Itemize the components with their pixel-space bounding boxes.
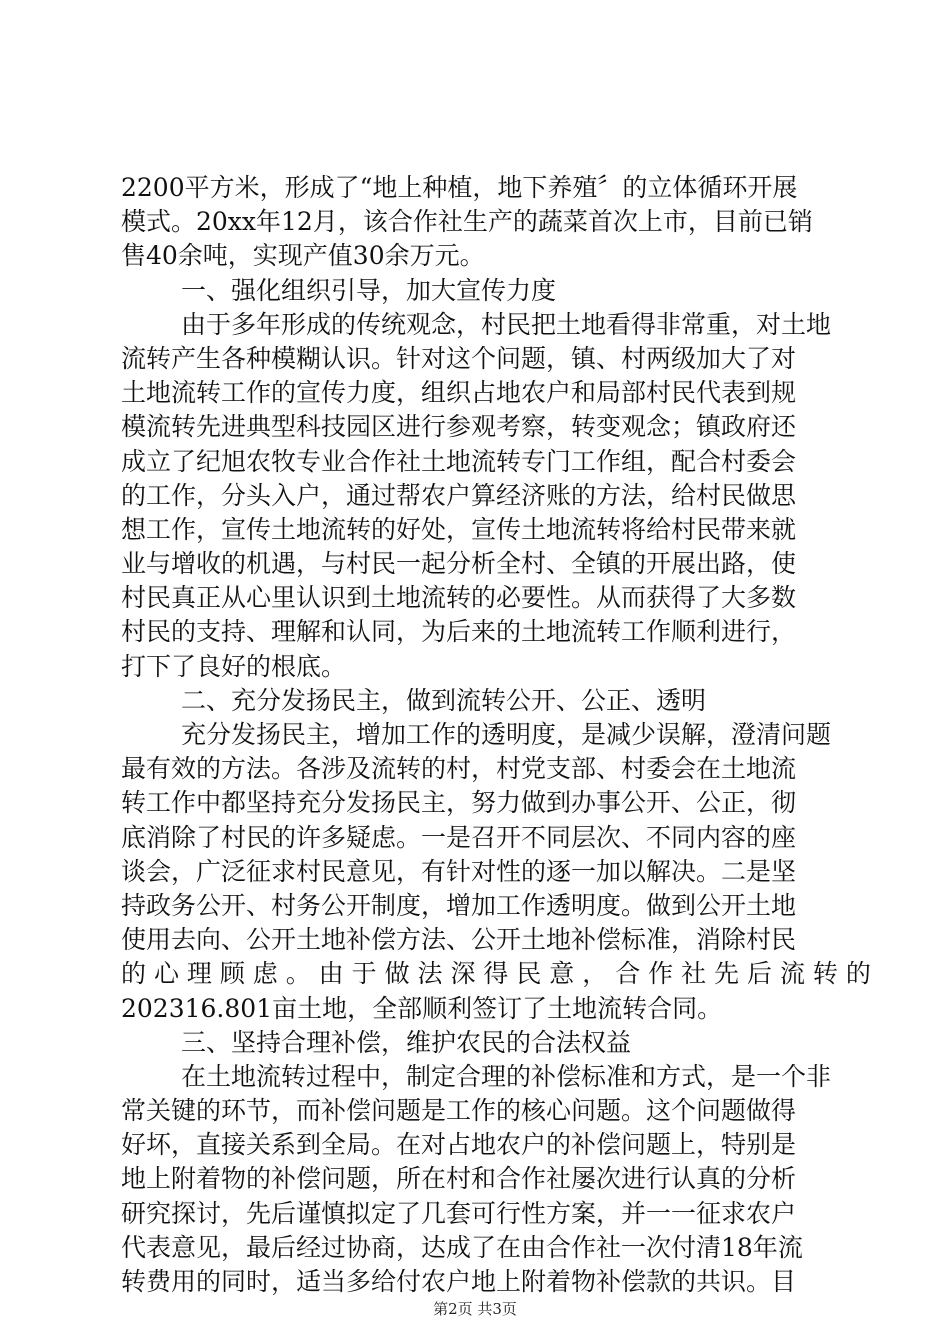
text-line: 售40余吨，实现产值30余万元。 [121,241,485,271]
text-line: 想工作，宣传土地流转的好处，宣传土地流转将给村民带来就 [121,514,797,544]
section-heading-3: 三、坚持合理补偿，维护农民的合法权益 [181,1027,632,1057]
text-line: 202316.801亩土地，全部顺利签订了土地流转合同。 [121,993,723,1023]
section-heading-1: 一、强化组织引导，加大宣传力度 [181,275,557,305]
page-number-footer: 第2页 共3页 [433,1300,517,1318]
text-line: 地上附着物的补偿问题，所在村和合作社屡次进行认真的分析 [121,1164,797,1194]
text-line: 转费用的同时，适当多给付农户地上附着物补偿款的共识。目 [121,1267,797,1296]
text-line: 成立了纪旭农牧专业合作社土地流转专门工作组，配合村委会 [121,446,797,476]
text-line: 底消除了村民的许多疑虑。一是召开不同层次、不同内容的座 [121,822,797,852]
text-line: 土地流转工作的宣传力度，组织占地农户和局部村民代表到规 [121,378,797,408]
text-line: 谈会，广泛征求村民意见，有针对性的逐一加以解决。二是坚 [121,856,797,886]
text-line: 模式。20xx年12月，该合作社生产的蔬菜首次上市，目前已销 [121,207,813,237]
text-line: 2200平方米，形成了“地上种植，地下养殖〞的立体循环开展 [121,173,798,202]
text-line: 业与增收的机遇，与村民一起分析全村、全镇的开展出路，使 [121,549,797,579]
text-line: 常关键的环节，而补偿问题是工作的核心问题。这个问题做得 [121,1096,797,1126]
text-line: 使用去向、公开土地补偿方法、公开土地补偿标准，消除村民 [121,925,797,955]
text-line: 村民的支持、理解和认同，为后来的土地流转工作顺利进行， [121,617,797,647]
text-line: 的工作，分头入户，通过帮农户算经济账的方法，给村民做思 [121,480,797,510]
text-line: 充分发扬民主，增加工作的透明度，是减少误解，澄清问题 [181,720,832,749]
text-line: 在土地流转过程中，制定合理的补偿标准和方式，是一个非 [181,1061,832,1091]
text-line: 最有效的方法。各涉及流转的村，村党支部、村委会在土地流 [121,754,797,784]
text-line: 代表意见，最后经过协商，达成了在由合作社一次付清18年流 [121,1232,803,1262]
text-line: 由于多年形成的传统观念，村民把土地看得非常重，对土地 [181,309,832,339]
text-line: 转工作中都坚持充分发扬民主，努力做到办事公开、公正，彻 [121,788,797,818]
text-line: 打下了良好的根底。 [121,651,347,681]
section-heading-2: 二、充分发扬民主，做到流转公开、公正、透明 [181,685,707,715]
text-line: 持政务公开、村务公开制度，增加工作透明度。做到公开土地 [121,890,797,920]
text-line: 的 心 理 顾 虑 。 由 于 做 法 深 得 民 意 ， 合 作 社 先 后 流 转 的 [121,959,871,989]
text-line: 模流转先进典型科技园区进行参观考察，转变观念；镇政府还 [121,412,797,442]
text-line: 流转产生各种模糊认识。针对这个问题，镇、村两级加大了对 [121,343,797,373]
text-line: 村民真正从心里认识到土地流转的必要性。从而获得了大多数 [121,583,797,613]
document-body [121,171,871,1299]
text-line: 好坏，直接关系到全局。在对占地农户的补偿问题上，特别是 [121,1130,797,1160]
text-line: 研究探讨，先后谨慎拟定了几套可行性方案，并一一征求农户 [121,1198,797,1228]
